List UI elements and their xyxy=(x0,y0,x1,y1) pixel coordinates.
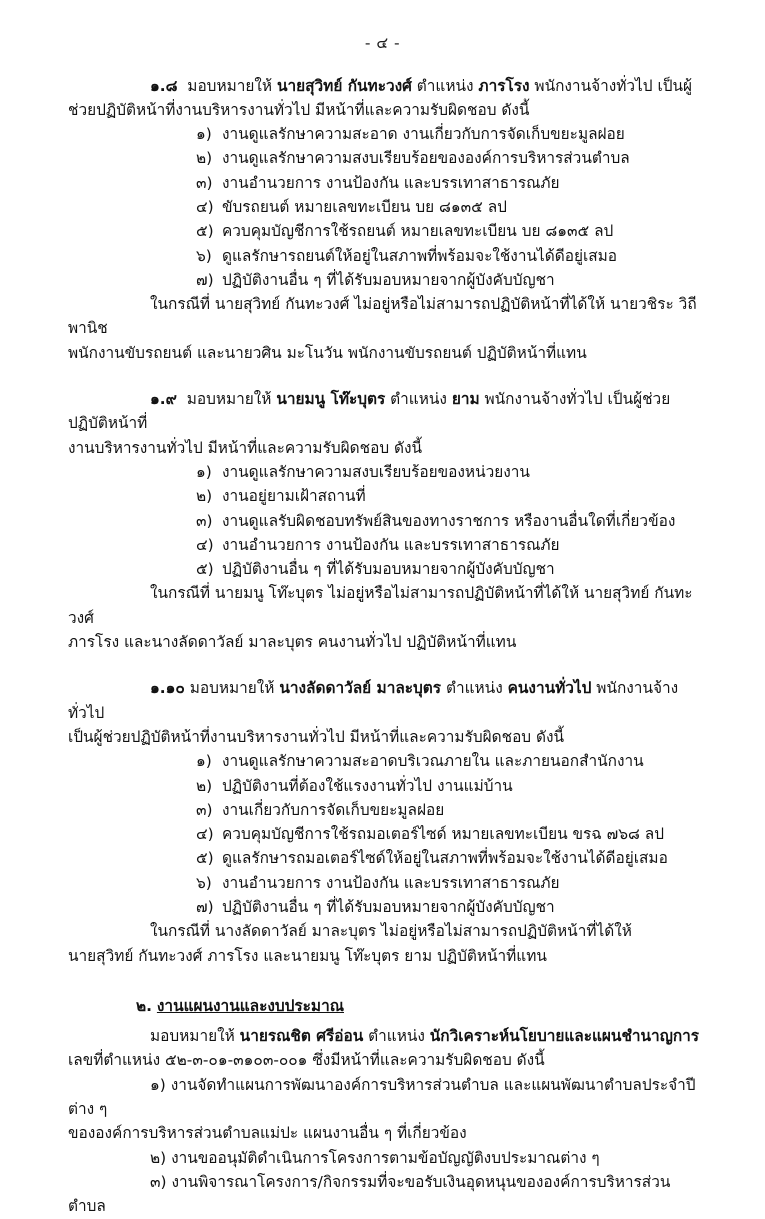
list-item-text: งานอำนวยการ งานป้องกัน และบรรเทาสาธารณภัย xyxy=(222,873,560,892)
clause-1-9-intro-suffix: พนักงานจ้างทั่วไป เป็นผู้ช่วยปฏิบัติหน้าที่ xyxy=(68,390,671,433)
clause-1-9-intro-line-2: งานบริหารงานทั่วไป มีหน้าที่และความรับผิดชอบ ดังนี้ xyxy=(68,438,423,457)
clause-1-9-number: ๑.๙ xyxy=(150,390,177,409)
clause-1-9-intro xyxy=(68,387,708,436)
list-item xyxy=(68,122,708,146)
section-2-intro-prefix: มอบหมายให้ xyxy=(150,1027,240,1046)
clause-1-8-position-label: ตำแหน่ง xyxy=(411,76,479,95)
clause-1-8-intro-suffix: พนักงานจ้างทั่วไป เป็นผู้ช่วยปฏิบัติหน้าที่งานบริหารงานทั่วไป มีหน้าที่และความรับผิดชอบ ดังนี้ xyxy=(68,76,693,119)
list-item xyxy=(68,509,708,533)
clause-1-10 xyxy=(68,676,708,968)
section-2-position-name: นักวิเคราะห์นโยบายและแผนชำนาญการ xyxy=(429,1027,700,1046)
clause-1-10-intro xyxy=(68,676,708,725)
list-item-text: งานดูแลรักษาความสะอาด งานเกี่ยวกับการจัดเก็บขยะมูลฝอย xyxy=(222,125,625,144)
list-item-number: ๕) xyxy=(196,222,214,241)
position-number-value: ๕๒-๓-๐๑-๓๑๐๓-๐๐๑ xyxy=(165,1051,308,1070)
list-item-text: ปฏิบัติงานอื่น ๆ ที่ได้รับมอบหมายจากผู้บังคับบัญชา xyxy=(222,270,555,289)
list-item-text: งานอำนวยการ งานป้องกัน และบรรเทาสาธารณภัย xyxy=(222,535,560,554)
list-item-text: ควบคุมบัญชีการใช้รถมอเตอร์ไซด์ หมายเลขทะเบียน ขรฉ ๗๖๘ ลป xyxy=(222,825,664,844)
list-item-text: งานจัดทำแผนการพัฒนาองค์การบริหารส่วนตำบล และแผนพัฒนาตำบลประจำปีต่าง ๆ xyxy=(68,1075,696,1119)
list-item-number: ๔) xyxy=(196,535,214,554)
list-item-text: งานพิจารณาโครงการ/กิจกรรมที่จะขอรับเงินอุดหนุนขององค์การบริหารส่วนตำบล xyxy=(68,1172,671,1216)
list-item-number: ๓) xyxy=(196,173,213,192)
clause-1-10-intro-prefix: มอบหมายให้ xyxy=(189,679,280,698)
list-item-text: งานดูแลรักษาความสะอาดบริเวณภายใน และภายนอกสำนักงาน xyxy=(222,752,644,771)
list-item-number: ๑) xyxy=(196,462,212,481)
list-item xyxy=(68,895,708,919)
list-item-number: ๒) xyxy=(150,1148,167,1167)
clause-1-9-fallback-line-2: ภารโรง และนางลัดดาวัลย์ มาละบุตร คนงานทั่วไป ปฏิบัติหน้าที่แทน xyxy=(68,633,517,652)
clause-1-10-intro-line-2: เป็นผู้ช่วยปฏิบัติหน้าที่งานบริหารงานทั่วไป มีหน้าที่และความรับผิดชอบ ดังนี้ xyxy=(68,727,565,746)
list-item xyxy=(68,871,708,895)
clause-1-10-fallback-line-2: นายสุวิทย์ กันทะวงศ์ ภารโรง และนายมนู โท๊ะบุตร ยาม ปฏิบัติหน้าที่แทน xyxy=(68,946,547,965)
list-item-number: ๕) xyxy=(196,849,214,868)
list-item-number: ๑) xyxy=(150,1075,166,1094)
clause-1-8-intro xyxy=(68,74,708,123)
section-2-position-label: ตำแหน่ง xyxy=(363,1027,430,1046)
list-item xyxy=(68,822,708,846)
list-item-number: ๔) xyxy=(196,825,214,844)
list-item-number: ๗) xyxy=(196,898,214,916)
section-2-heading-number: ๒. xyxy=(136,996,152,1015)
list-item-number: ๒) xyxy=(196,149,213,168)
list-item-text: งานดูแลรักษาความสงบเรียบร้อยขององค์การบริหารส่วนตำบล xyxy=(222,149,630,168)
section-2-position-number-line xyxy=(68,1048,708,1072)
clause-1-8-position-name: ภารโรง xyxy=(478,76,530,95)
list-item-text: ปฏิบัติงานที่ต้องใช้แรงงานทั่วไป งานแม่บ้าน xyxy=(222,776,513,795)
clause-1-8-number: ๑.๘ xyxy=(150,76,178,95)
list-item-text: งานอยู่ยามเฝ้าสถานที่ xyxy=(222,487,366,506)
list-item-text: งานดูแลรักษาความสงบเรียบร้อยของหน่วยงาน xyxy=(222,462,530,481)
list-item-text: งานขออนุมัติดำเนินการโครงการตามข้อบัญญัติงบประมาณต่าง ๆ xyxy=(171,1148,600,1167)
list-item xyxy=(68,557,708,581)
clause-1-10-position-name: คนงานทั่วไป xyxy=(507,679,592,698)
list-item-text: งานเกี่ยวกับการจัดเก็บขยะมูลฝอย xyxy=(222,800,445,819)
list-item xyxy=(68,533,708,557)
list-item xyxy=(68,171,708,195)
clause-1-9-person-name: นายมนู โท๊ะบุตร xyxy=(276,390,386,409)
clause-1-9-fallback-line-1: ในกรณีที่ นายมนู โท๊ะบุตร ไม่อยู่หรือไม่สามารถปฏิบัติหน้าที่ได้ให้ นายสุวิทย์ กันทะวงศ์ xyxy=(68,584,693,627)
clause-1-10-number: ๑.๑๐ xyxy=(150,679,185,698)
list-item xyxy=(68,1146,708,1170)
section-2 xyxy=(68,994,708,1219)
list-item-text: ดูแลรักษารถมอเตอร์ไซด์ให้อยู่ในสภาพที่พร้อมจะใช้งานได้ดีอยู่เสมอ xyxy=(222,849,668,868)
list-item-number: ๓) xyxy=(150,1172,167,1191)
list-item xyxy=(68,484,708,508)
list-item-text: ขับรถยนต์ หมายเลขทะเบียน บย ๘๑๓๕ ลป xyxy=(222,197,507,216)
list-item xyxy=(68,846,708,870)
clause-1-8-fallback-line-1: ในกรณีที่ นายสุวิทย์ กันทะวงศ์ ไม่อยู่หรือไม่สามารถปฏิบัติหน้าที่ได้ให้ นายวชิระ วิถีพานิช xyxy=(68,295,697,338)
list-item xyxy=(68,798,708,822)
list-item-text: งานดูแลรับผิดชอบทรัพย์สินของทางราชการ หรืองานอื่นใดที่เกี่ยวข้อง xyxy=(222,511,676,530)
list-item-number: ๓) xyxy=(196,511,213,530)
list-item-text: ปฏิบัติงานอื่น ๆ ที่ได้รับมอบหมายจากผู้บังคับบัญชา xyxy=(222,898,555,916)
list-item-text: ควบคุมบัญชีการใช้รถยนต์ หมายเลขทะเบียน บย ๘๑๓๕ ลป xyxy=(222,222,614,241)
clause-1-8-fallback-line-2: พนักงานขับรถยนต์ และนายวศิน มะโนวัน พนักงานขับรถยนต์ ปฏิบัติหน้าที่แทน xyxy=(68,343,587,362)
clause-1-9-position-label: ตำแหน่ง xyxy=(385,390,452,409)
list-item xyxy=(68,146,708,170)
page-number: - ๔ - xyxy=(364,34,401,52)
list-item xyxy=(68,268,708,292)
list-item-number: ๑) xyxy=(196,125,212,144)
list-item-number: ๒) xyxy=(196,487,213,506)
clause-1-10-person-name: นางลัดดาวัลย์ มาละบุตร xyxy=(279,679,442,698)
clause-1-9-position-name: ยาม xyxy=(451,390,480,409)
list-item-number: ๓) xyxy=(196,800,213,819)
list-item xyxy=(68,244,708,268)
list-item xyxy=(68,1170,708,1219)
position-number-label: เลขที่ตำแหน่ง xyxy=(68,1051,165,1070)
clause-1-10-position-label: ตำแหน่ง xyxy=(441,679,508,698)
list-item xyxy=(68,749,708,773)
section-2-body xyxy=(68,1024,708,1218)
list-item xyxy=(68,1073,708,1122)
list-item-number: ๒) xyxy=(196,776,213,795)
clause-1-8-person-name: นายสุวิทย์ กันทะวงศ์ xyxy=(276,76,412,95)
section-2-person-name: นายรณชิต ศรีอ่อน xyxy=(239,1027,364,1046)
list-item xyxy=(68,195,708,219)
section-2-heading xyxy=(68,994,708,1018)
list-item xyxy=(68,219,708,243)
clause-1-8 xyxy=(68,74,708,366)
clause-1-9-intro-prefix: มอบหมายให้ xyxy=(186,390,277,409)
section-2-heading-text: งานแผนงานและงบประมาณ xyxy=(156,996,344,1015)
list-item-number: ๕) xyxy=(196,560,214,579)
list-item-number: ๖) xyxy=(196,873,212,892)
list-item-number: ๗) xyxy=(196,270,214,289)
list-item-number: ๖) xyxy=(196,246,212,265)
list-item-text: ดูแลรักษารถยนต์ให้อยู่ในสภาพที่พร้อมจะใช้งานได้ดีอยู่เสมอ xyxy=(222,246,618,265)
document-body xyxy=(0,74,765,1219)
list-item xyxy=(68,460,708,484)
list-item-number: ๑) xyxy=(196,752,212,771)
list-item xyxy=(68,774,708,798)
section-2-intro xyxy=(68,1024,708,1048)
clause-1-9 xyxy=(68,387,708,654)
list-item-number: ๔) xyxy=(196,197,214,216)
list-item-continuation: ขององค์การบริหารส่วนตำบลแม่ปะ แผนงานอื่น ๆ ที่เกี่ยวข้อง xyxy=(68,1124,467,1143)
list-item-text: งานอำนวยการ งานป้องกัน และบรรเทาสาธารณภัย xyxy=(222,173,560,192)
clause-1-10-fallback-line-1: ในกรณีที่ นางลัดดาวัลย์ มาละบุตร ไม่อยู่หรือไม่สามารถปฏิบัติหน้าที่ได้ให้ xyxy=(150,922,632,941)
list-item-text: ปฏิบัติงานอื่น ๆ ที่ได้รับมอบหมายจากผู้บังคับบัญชา xyxy=(222,560,555,579)
clause-1-8-intro-prefix: มอบหมายให้ xyxy=(187,76,277,95)
section-2-intro-suffix: ซึ่งมีหน้าที่และความรับผิดชอบ ดังนี้ xyxy=(307,1051,545,1070)
clause-1-10-intro-suffix: พนักงานจ้างทั่วไป xyxy=(68,679,679,722)
